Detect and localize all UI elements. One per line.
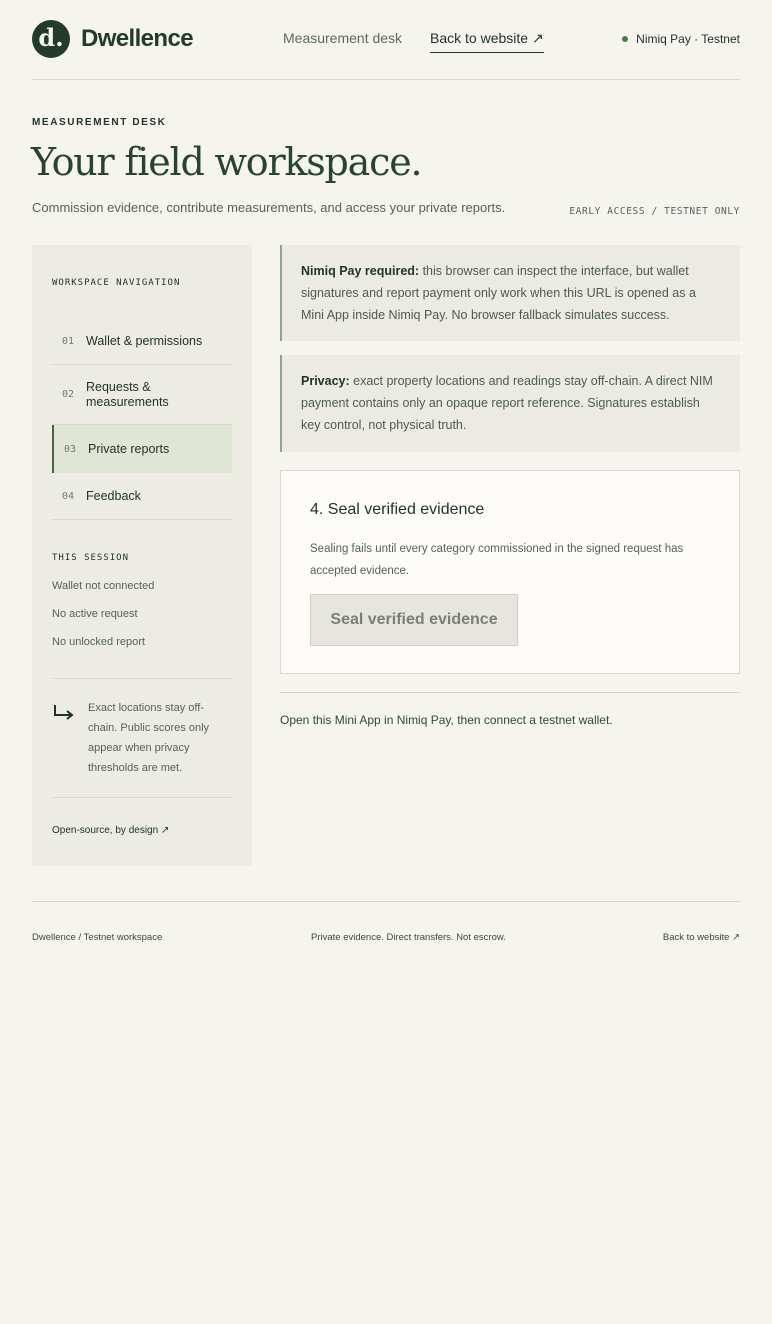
session-report-status: No unlocked report [52, 636, 145, 648]
seal-evidence-card [280, 470, 740, 674]
sidebar-item-label: Private reports [88, 441, 170, 456]
arrow-down-right-icon [52, 703, 76, 723]
workspace-sidebar [32, 245, 252, 866]
brand-name: Dwellence [81, 25, 193, 52]
sidebar-divider [52, 797, 232, 798]
sidebar-item-number: 03 [64, 443, 77, 455]
sidebar-item-label: Requests & measurements [86, 380, 169, 409]
open-source-link[interactable]: Open-source, by design ↗ [52, 825, 170, 836]
sidebar-item-wallet[interactable] [52, 318, 232, 365]
nimiq-pay-callout [280, 245, 740, 341]
page-title: Your field workspace. [31, 140, 422, 184]
session-heading: THIS SESSION [52, 553, 130, 563]
sidebar-divider [52, 678, 232, 679]
seal-evidence-button[interactable]: Seal verified evidence [310, 594, 518, 646]
sidebar-heading: WORKSPACE NAVIGATION [52, 278, 181, 288]
main-divider [280, 692, 740, 693]
callout-text: this browser can inspect the interface, but wallet signatures and report payment only work when this URL is opened as a Mini App inside Nimiq Pay. No browser fallback simulates success. [301, 264, 696, 322]
site-header [32, 0, 740, 80]
session-wallet-status: Wallet not connected [52, 580, 155, 592]
footer-divider [32, 901, 740, 902]
sidebar-item-label: Wallet & permissions [86, 333, 203, 348]
card-description: Sealing fails until every category commissioned in the signed request has accepted evidence. [310, 543, 684, 577]
access-badge: EARLY ACCESS / TESTNET ONLY [569, 206, 740, 217]
sidebar-item-feedback[interactable] [52, 473, 232, 520]
callout-text: exact property locations and readings stay off-chain. A direct NIM payment contains only an opaque report reference. Signatures establish key control, not physical truth. [301, 374, 713, 432]
privacy-callout [280, 355, 740, 452]
privacy-note: Exact locations stay off-chain. Public scores only appear when privacy thresholds are met. [88, 702, 210, 774]
network-status [622, 32, 740, 46]
connect-wallet-message: Open this Mini App in Nimiq Pay, then connect a testnet wallet. [280, 713, 613, 727]
card-title: 4. Seal verified evidence [310, 501, 485, 518]
callout-title: Nimiq Pay required: [301, 264, 420, 278]
logo-mark-icon: d. [32, 20, 70, 58]
footer-back-to-website[interactable]: Back to website ↗ [662, 932, 740, 943]
session-request-status: No active request [52, 608, 138, 620]
sidebar-item-number: 02 [62, 389, 75, 400]
callout-title: Privacy: [301, 374, 350, 388]
page-subtitle: Commission evidence, contribute measurements, and access your private reports. [32, 200, 506, 215]
nav-measurement-desk[interactable]: Measurement desk [283, 30, 403, 46]
nav-back-to-website[interactable]: Back to website ↗ [430, 30, 544, 53]
brand-logo[interactable] [32, 20, 193, 58]
sidebar-item-number: 01 [62, 335, 75, 347]
sidebar-item-label: Feedback [86, 488, 141, 503]
footer-copyright: Dwellence / Testnet workspace [32, 932, 163, 943]
status-dot-icon [622, 36, 628, 42]
page-eyebrow: MEASUREMENT DESK [32, 117, 167, 128]
sidebar-item-private-reports[interactable] [52, 425, 232, 473]
sidebar-item-number: 04 [62, 490, 75, 502]
footer-tagline: Private evidence. Direct transfers. Not escrow. [311, 932, 506, 943]
network-status-label: Nimiq Pay · Testnet [636, 32, 740, 46]
sidebar-item-requests[interactable] [52, 365, 232, 425]
